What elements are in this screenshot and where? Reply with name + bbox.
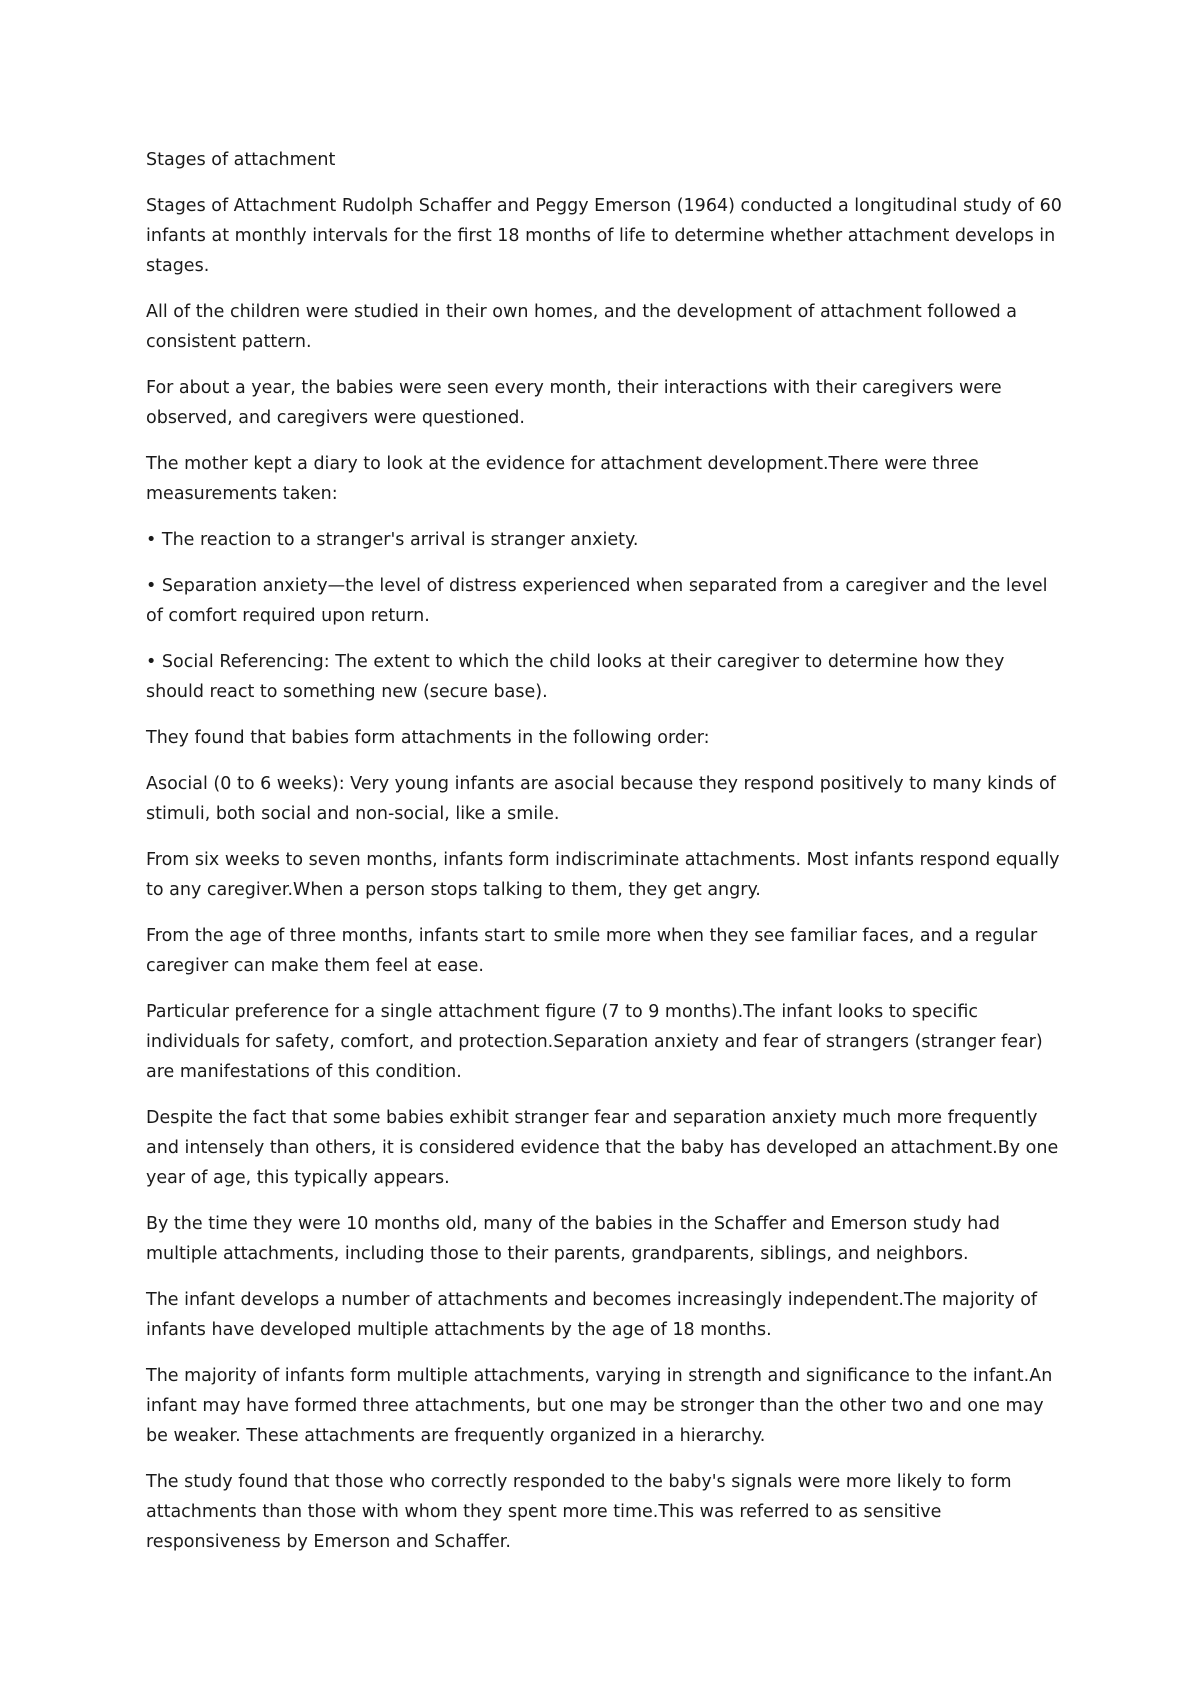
paragraph-indiscriminate: From six weeks to seven months, infants form indiscriminate attachments. Most infants respond equally to any caregiver.When a person stops talking to them, they get angry. — [146, 850, 1060, 900]
paragraph-specific-attachment: Particular preference for a single attachment figure (7 to 9 months).The infant looks to specific individuals for safety, comfort, and protection.Separation anxiety and fear of strangers (stranger fear) are manifestations of this condition. — [146, 1002, 1043, 1082]
paragraph-independence: The infant develops a number of attachments and becomes increasingly independent.The majority of infants have developed multiple attachments by the age of 18 months. — [146, 1290, 1038, 1340]
paragraph-asocial: Asocial (0 to 6 weeks): Very young infants are asocial because they respond positively to many kinds of stimuli, both social and non-social, like a smile. — [146, 774, 1056, 824]
paragraph-homes: All of the children were studied in their own homes, and the development of attachment followed a consistent pattern. — [146, 302, 1018, 352]
paragraph-sensitive-responsiveness: The study found that those who correctly responded to the baby's signals were more likely to form attachments than those with whom they spent more time.This was referred to as sensitive responsiveness by Emerson and Schaffer. — [146, 1472, 1012, 1552]
paragraph-ten-months: By the time they were 10 months old, many of the babies in the Schaffer and Emerson study had multiple attachments, including those to their parents, grandparents, siblings, and neighbors. — [146, 1214, 1000, 1264]
bullet-stranger-anxiety: • The reaction to a stranger's arrival is stranger anxiety. — [146, 530, 639, 550]
paragraph-evidence: Despite the fact that some babies exhibit stranger fear and separation anxiety much more frequently and intensely than others, it is considered evidence that the baby has developed an attachment.By one year of age, this typically appears. — [146, 1108, 1059, 1188]
bullet-social-referencing: • Social Referencing: The extent to which the child looks at their caregiver to determine how they should react to something new (secure base). — [146, 652, 1005, 702]
paragraph-order: They found that babies form attachments in the following order: — [146, 728, 710, 748]
document-title: Stages of attachment — [146, 150, 336, 170]
paragraph-diary: The mother kept a diary to look at the evidence for attachment development.There were three measurements taken: — [146, 454, 979, 504]
bullet-separation-anxiety: • Separation anxiety—the level of distress experienced when separated from a caregiver and the level of comfort required upon return. — [146, 576, 1048, 626]
document-body — [146, 145, 1066, 1573]
paragraph-monthly-visits: For about a year, the babies were seen every month, their interactions with their caregivers were observed, and caregivers were questioned. — [146, 378, 1002, 428]
paragraph-three-months: From the age of three months, infants start to smile more when they see familiar faces, and a regular caregiver can make them feel at ease. — [146, 926, 1038, 976]
paragraph-study-intro: Stages of Attachment Rudolph Schaffer and Peggy Emerson (1964) conducted a longitudinal study of 60 infants at monthly intervals for the first 18 months of life to determine whether attachment develops in stages. — [146, 196, 1062, 276]
paragraph-hierarchy: The majority of infants form multiple attachments, varying in strength and significance to the infant.An infant may have formed three attachments, but one may be stronger than the other two and one may be weaker. These attachments are frequently organized in a hierarchy. — [146, 1366, 1053, 1446]
